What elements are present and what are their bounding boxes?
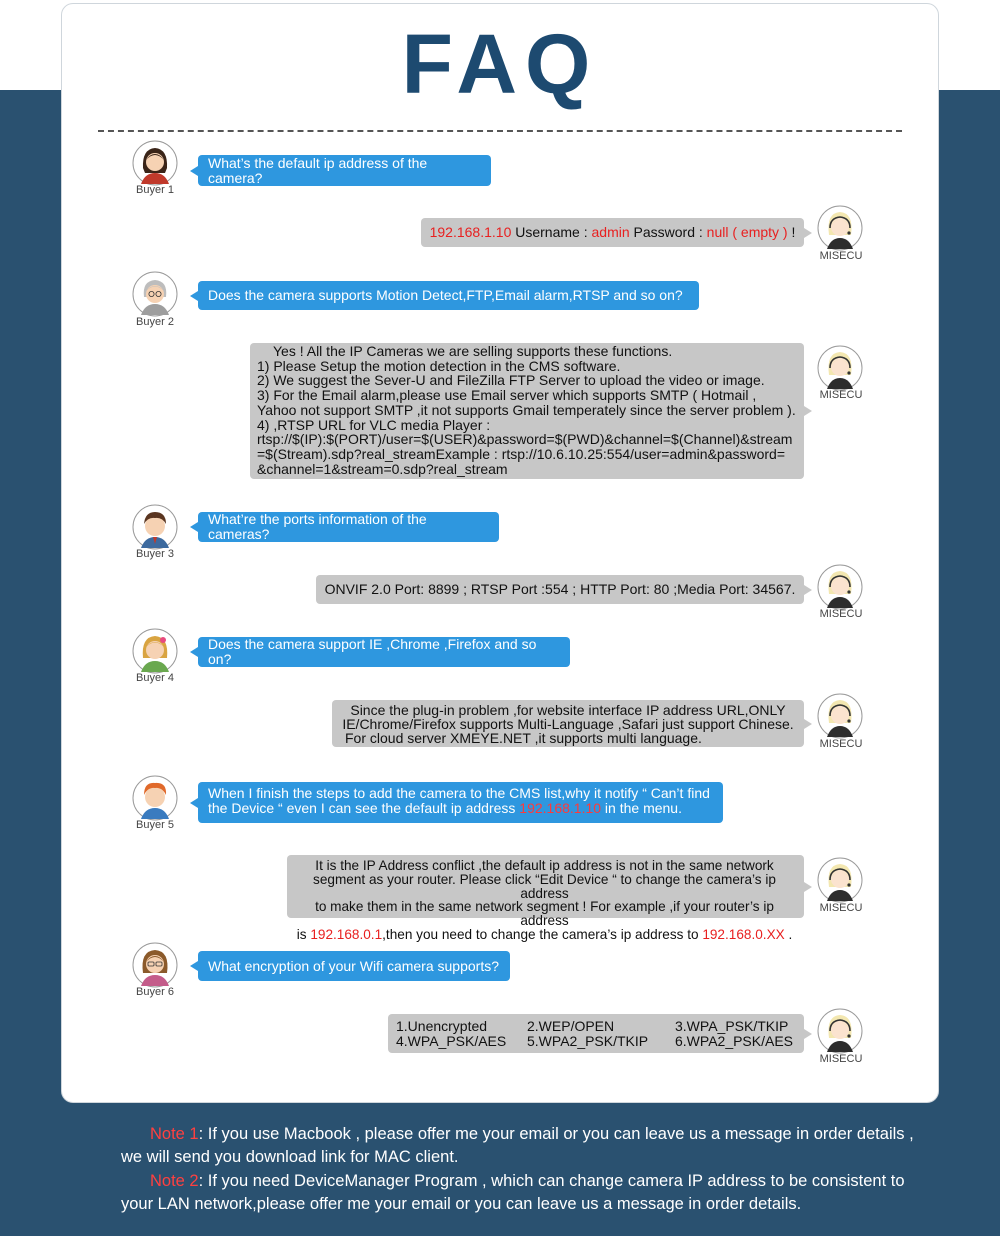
encryption-list <box>396 1019 798 1048</box>
misecu-label: MISECU <box>819 250 863 262</box>
buyer-label: Buyer 6 <box>136 986 174 998</box>
answer-line: 3) For the Email alarm,please use Email server which supports SMTP ( Hotmail , <box>257 387 757 404</box>
buyer-label: Buyer 2 <box>136 316 174 328</box>
question-bubble <box>198 155 491 186</box>
answer-line: 2) We suggest the Sever-U and FileZilla FTP Server to upload the video or image. <box>257 372 765 389</box>
encryption-item: 6.WPA2_PSK/AES <box>675 1032 794 1049</box>
encryption-item: 5.WPA2_PSK/TKIP <box>527 1032 649 1049</box>
answer-bubble <box>250 343 804 479</box>
answer-line: rtsp://$(IP):$(PORT)/user=$(USER)&password=$(PWD)&channel=$(Channel)&stream <box>257 431 793 448</box>
buyer-label: Buyer 4 <box>136 672 174 684</box>
question-text: What’s the default ip address of the camera? <box>208 154 428 186</box>
misecu-avatar-icon <box>817 1008 863 1054</box>
note-2-continued: your LAN network,please offer me your email or you can leave us a message in order details. <box>121 1194 802 1213</box>
misecu-label: MISECU <box>819 902 863 914</box>
answer-line: Yes ! All the IP Cameras we are selling supports these functions. <box>273 343 673 359</box>
notes-section <box>121 1123 921 1216</box>
answer-line: IE/Chrome/Firefox supports Multi-Language ,Safari just support Chinese. <box>342 716 794 732</box>
misecu-avatar-icon <box>817 205 863 251</box>
answer-bubble <box>287 855 804 942</box>
note-2-text: : If you need DeviceManager Program , which can change camera IP address to be consistent to <box>198 1171 905 1190</box>
note-1-continued: we will send you download link for MAC client. <box>121 1148 459 1167</box>
dashed-divider <box>98 130 902 132</box>
buyer-avatar-icon <box>132 271 178 317</box>
buyer-avatar-icon <box>132 628 178 674</box>
note-1 <box>121 1123 921 1146</box>
misecu-label: MISECU <box>819 1053 863 1065</box>
question-bubble <box>198 512 499 542</box>
question-bubble <box>198 637 570 667</box>
answer-line: It is the IP Address conflict ,the default ip address is not in the same network <box>315 858 774 873</box>
buyer-avatar-icon <box>132 775 178 821</box>
question-text: What’re the ports information of the cameras? <box>208 511 427 542</box>
buyer-label: Buyer 3 <box>136 548 174 560</box>
answer-line: is 192.168.0.1,then you need to change the camera’s ip address to 192.168.0.XX . <box>296 926 793 942</box>
buyer-avatar-icon <box>132 504 178 550</box>
answer-line: segment as your router. Please click “Edit Device “ to change the camera’s ip address <box>313 871 776 901</box>
misecu-avatar-icon <box>817 564 863 610</box>
buyer-label: Buyer 1 <box>136 184 174 196</box>
encryption-item: 1.Unencrypted <box>396 1018 488 1034</box>
answer-line: &channel=1&stream=0.sdp?real_stream <box>257 460 508 477</box>
page-title: FAQ <box>401 17 599 111</box>
question-bubble <box>198 951 510 981</box>
answer-line: 1) Please Setup the motion detection in the CMS software. <box>257 357 621 374</box>
question-bubble <box>198 281 699 310</box>
answer-text: 192.168.1.10 Username : admin Password : null ( empty ) ! <box>429 224 796 241</box>
encryption-item: 2.WEP/OPEN <box>527 1018 615 1034</box>
question-bubble <box>198 782 723 823</box>
note-2 <box>121 1170 921 1193</box>
answer-line: 4) ,RTSP URL for VLC media Player : <box>257 416 491 433</box>
answer-line: For cloud server XMEYE.NET ,it supports multi language. <box>345 730 702 746</box>
buyer-avatar-icon <box>132 942 178 988</box>
misecu-avatar-icon <box>817 857 863 903</box>
misecu-avatar-icon <box>817 345 863 391</box>
buyer-avatar-icon <box>132 140 178 186</box>
encryption-item: 3.WPA_PSK/TKIP <box>675 1018 789 1034</box>
buyer-label: Buyer 5 <box>136 819 174 831</box>
misecu-label: MISECU <box>819 738 863 750</box>
answer-bubble <box>421 218 804 247</box>
answer-line: to make them in the same network segment ! For example ,if your router’s ip address <box>315 899 774 929</box>
answer-bubble <box>316 575 804 604</box>
answer-line: Yahoo not support SMTP ,it not supports Gmail temperately since the server problem ). <box>257 401 796 418</box>
answer-text: ONVIF 2.0 Port: 8899 ; RTSP Port :554 ; HTTP Port: 80 ;Media Port: 34567. <box>324 581 796 598</box>
misecu-label: MISECU <box>819 389 863 401</box>
encryption-item: 4.WPA_PSK/AES <box>396 1032 507 1049</box>
answer-bubble <box>388 1014 804 1053</box>
note-1-text: : If you use Macbook , please offer me your email or you can leave us a message in order details , <box>198 1125 914 1143</box>
note-2-label: Note 2 <box>150 1171 199 1190</box>
question-text: When I finish the steps to add the camera to the CMS list,why it notify “ Can’t find the Device “ even I can see the default ip address 192.168.1.10 in the menu. <box>208 785 710 816</box>
question-text: Does the camera support IE ,Chrome ,Firefox and so on? <box>208 636 537 667</box>
question-text: Does the camera supports Motion Detect,FTP,Email alarm,RTSP and so on? <box>208 287 683 304</box>
misecu-avatar-icon <box>817 693 863 739</box>
answer-line: =$(Stream).sdp?real_streamExample : rtsp://10.6.10.25:554/user=admin&password= <box>257 445 786 462</box>
answer-bubble <box>332 700 804 747</box>
answer-line: Since the plug-in problem ,for website interface IP address URL,ONLY <box>350 702 786 718</box>
note-1-label: Note 1 <box>150 1125 199 1143</box>
question-text: What encryption of your Wifi camera supports? <box>208 957 500 974</box>
misecu-label: MISECU <box>819 608 863 620</box>
